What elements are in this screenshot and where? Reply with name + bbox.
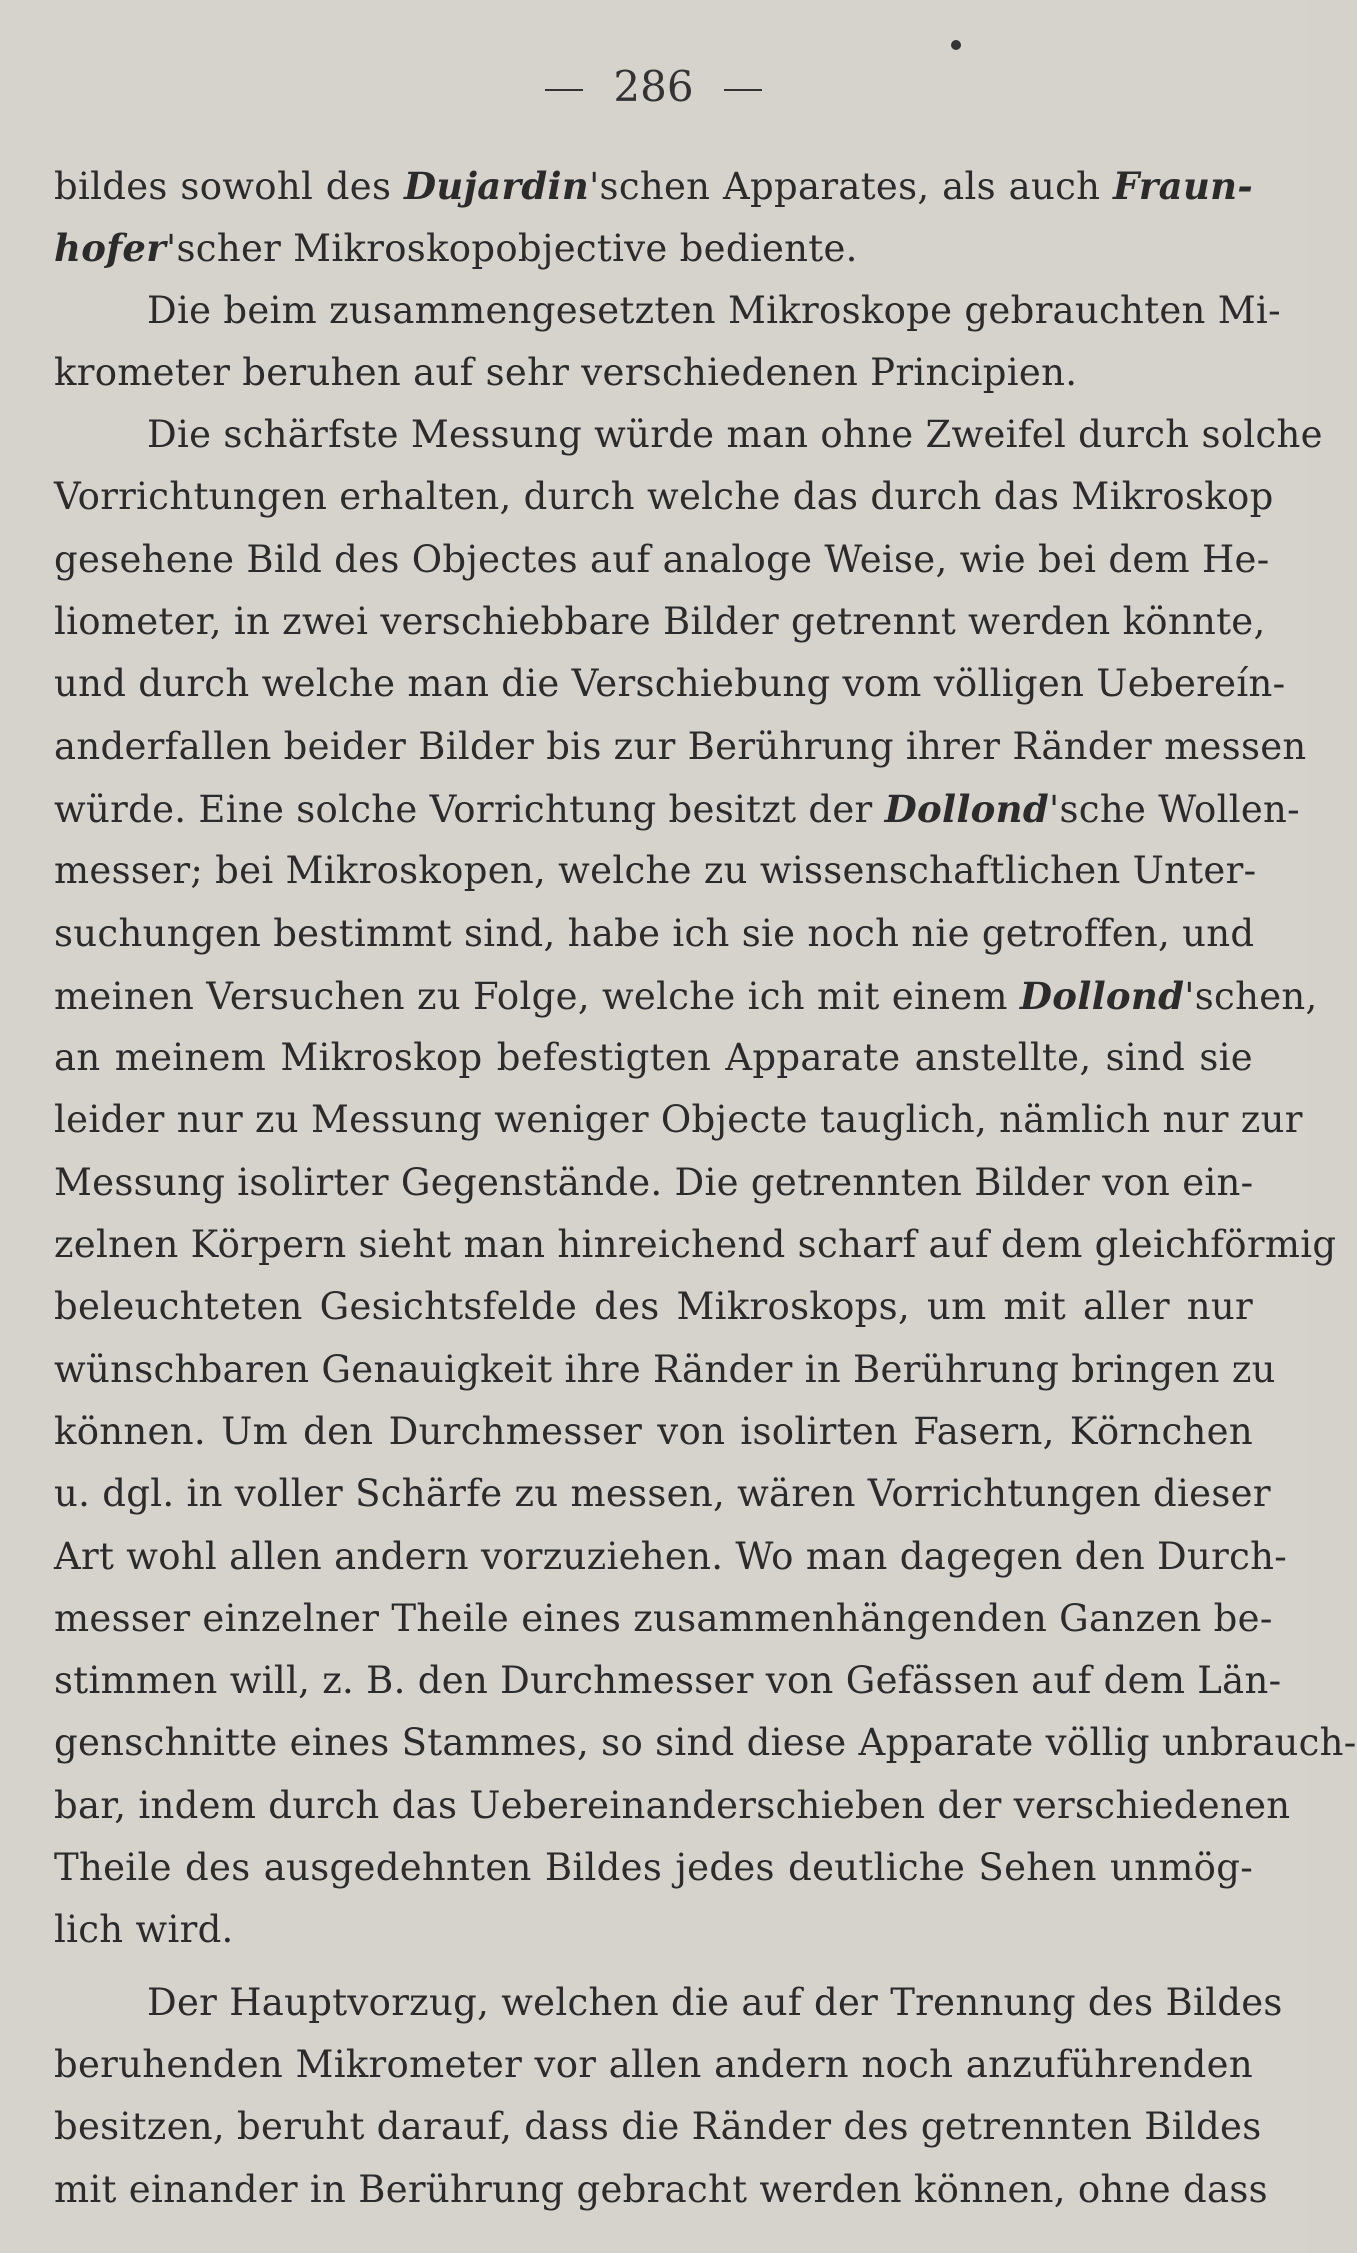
text-line [54, 903, 1253, 965]
text-line [54, 1463, 1271, 1525]
text-segment: Die beim zusammengesetzten Mikroskope gebrauchten Mi- [147, 288, 1281, 332]
text-line [54, 2096, 1262, 2158]
text-segment: suchungen bestimmt sind, habe ich sie noch nie getroffen, und [54, 911, 1255, 955]
proper-name: Fraun- [1112, 164, 1253, 208]
text-line [54, 1276, 1253, 1338]
header-dash-left [545, 89, 583, 91]
text-segment: Messung isolirter Gegenstände. Die getrennten Bilder von ein- [54, 1160, 1254, 1204]
text-segment: würde. Eine solche Vorrichtung besitzt der [54, 787, 885, 831]
text-segment: u. dgl. in voller Schärfe zu messen, wären Vorrichtungen dieser [54, 1472, 1271, 1516]
text-segment: lich wird. [54, 1908, 234, 1952]
text-segment: liometer, in zwei verschiebbare Bilder getrennt werden könnte, [54, 600, 1266, 644]
text-line [54, 1152, 1253, 1214]
text-segment: beruhenden Mikrometer vor allen andern noch anzuführenden [54, 2042, 1253, 2086]
text-line [54, 2159, 1268, 2221]
text-line [54, 1837, 1253, 1899]
text-line [54, 591, 1266, 653]
text-line [54, 778, 1300, 840]
text-line [54, 653, 1286, 715]
text-line [54, 840, 1257, 902]
text-segment: meinen Versuchen zu Folge, welche ich mit einem [54, 974, 1020, 1018]
text-segment: genschnitte eines Stammes, so sind diese Apparate völlig unbrauch- [54, 1721, 1357, 1765]
text-line [54, 466, 1274, 528]
text-segment: beleuchteten Gesichtsfelde des Mikroskops, um mit aller nur [54, 1285, 1253, 1329]
text-segment: leider nur zu Messung weniger Objecte tauglich, nämlich nur zur [54, 1098, 1303, 1142]
text-segment: 'scher Mikroskopobjective bediente. [166, 227, 858, 271]
text-line [54, 1899, 1253, 1961]
text-segment: anderfallen beider Bilder bis zur Berührung ihrer Ränder messen [54, 724, 1307, 768]
proper-name: Dujardin [403, 164, 590, 208]
text-segment: wünschbaren Genauigkeit ihre Ränder in Berührung bringen zu [54, 1347, 1276, 1391]
text-line [54, 1214, 1337, 1276]
text-segment: besitzen, beruht darauf, dass die Ränder des getrennten Bildes [54, 2105, 1262, 2149]
text-line [54, 1089, 1303, 1151]
text-line [54, 1972, 1283, 2034]
proper-name: hofer [54, 226, 167, 271]
text-line [54, 280, 1281, 342]
page-header [0, 62, 1307, 112]
text-segment: messer einzelner Theile eines zusammenhängenden Ganzen be- [54, 1596, 1273, 1640]
text-line [54, 965, 1318, 1027]
page-number: 286 [613, 62, 694, 111]
text-line [54, 155, 1253, 217]
text-line [54, 342, 1253, 404]
proper-name: Dollond [1019, 973, 1185, 1018]
text-segment: Die schärfste Messung würde man ohne Zweifel durch solche [147, 413, 1323, 457]
text-segment: bildes sowohl des [54, 165, 404, 208]
text-line [54, 217, 1253, 279]
text-line [54, 1588, 1273, 1650]
ink-speck [951, 40, 961, 50]
text-line [54, 1650, 1282, 1712]
text-segment: an meinem Mikroskop befestigten Apparate anstellte, sind sie [54, 1036, 1253, 1080]
text-line [54, 1526, 1288, 1588]
text-segment: zelnen Körpern sieht man hinreichend scharf auf dem gleichförmig [54, 1223, 1337, 1267]
text-segment: 'sche Wollen- [1049, 787, 1300, 831]
text-segment: krometer beruhen auf sehr verschiedenen Principien. [54, 350, 1078, 394]
text-line [54, 1712, 1357, 1774]
body-text [54, 155, 1357, 2221]
text-segment: 'schen Apparates, als auch [589, 165, 1113, 208]
text-segment: Der Hauptvorzug, welchen die auf der Trennung des Bildes [147, 1980, 1283, 2024]
text-segment: 'schen, [1184, 974, 1318, 1018]
text-line [54, 2034, 1253, 2096]
header-dash-right [724, 89, 762, 91]
text-line [54, 1339, 1276, 1401]
text-line [54, 1027, 1253, 1089]
text-segment: können. Um den Durchmesser von isolirten Fasern, Körnchen [54, 1409, 1253, 1453]
proper-name: Dollond [884, 786, 1050, 831]
text-segment: mit einander in Berührung gebracht werden können, ohne dass [54, 2167, 1268, 2211]
text-segment: Vorrichtungen erhalten, durch welche das durch das Mikroskop [54, 475, 1274, 519]
text-line [54, 529, 1270, 591]
text-segment: gesehene Bild des Objectes auf analoge Weise, wie bei dem He- [54, 537, 1270, 581]
text-segment: und durch welche man die Verschiebung vom völligen Uebereín- [54, 662, 1286, 706]
text-segment: stimmen will, z. B. den Durchmesser von Gefässen auf dem Län- [54, 1659, 1282, 1703]
text-line [54, 1775, 1291, 1837]
text-segment: messer; bei Mikroskopen, welche zu wissenschaftlichen Unter- [54, 849, 1257, 893]
text-line [54, 1401, 1253, 1463]
text-segment: bar, indem durch das Uebereinanderschieben der verschiedenen [54, 1783, 1291, 1827]
text-segment: Theile des ausgedehnten Bildes jedes deutliche Sehen unmög- [54, 1846, 1253, 1890]
text-line [54, 716, 1307, 778]
text-line [54, 404, 1323, 466]
text-segment: Art wohl allen andern vorzuziehen. Wo man dagegen den Durch- [54, 1534, 1288, 1578]
